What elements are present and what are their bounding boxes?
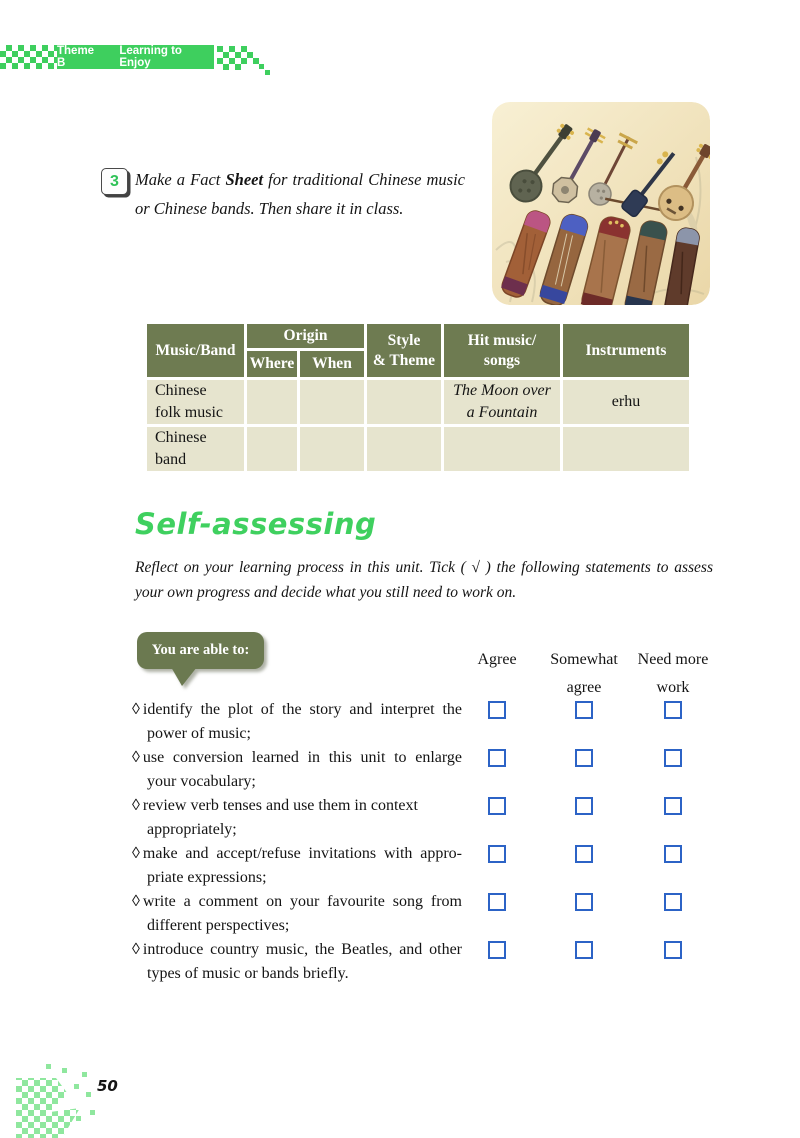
cell-when-empty: [300, 427, 364, 471]
checkbox-agree-2[interactable]: [488, 749, 506, 767]
statement-text: [132, 842, 462, 890]
diamond-bullet: ◊: [132, 749, 140, 766]
band-line1: Chinese: [155, 382, 207, 399]
bubble-label: You are able to:: [151, 642, 250, 658]
statement-row: [132, 746, 718, 794]
theme-banner: [57, 45, 214, 69]
statement-row: [132, 794, 718, 842]
checkbox-somewhat-2[interactable]: [575, 749, 593, 767]
cell-instruments-empty: [563, 427, 689, 471]
cell-style-empty: [367, 427, 441, 471]
table-row: [147, 427, 689, 471]
instruments-illustration: [492, 102, 710, 305]
activity-number: 3: [110, 172, 119, 190]
diamond-bullet: ◊: [132, 893, 140, 910]
header-checker-pattern-right: [216, 45, 272, 79]
column-header-somewhat-agree: Somewhat agree: [550, 651, 618, 696]
statement-text: [132, 938, 462, 986]
self-assessing-intro: Reflect on your learning process in this unit. Tick ( √ ) the following statements to assess your own progress and decide what you still need to work on.: [135, 559, 713, 601]
style-line1: Style: [387, 331, 421, 349]
statement-line2: appropriately;: [147, 821, 237, 838]
statement-row: [132, 938, 718, 986]
checkbox-needmore-6[interactable]: [664, 941, 682, 959]
checkbox-somewhat-5[interactable]: [575, 893, 593, 911]
checkbox-somewhat-6[interactable]: [575, 941, 593, 959]
activity-instruction: [135, 165, 465, 223]
cell-when-empty: [300, 380, 364, 424]
cell-instruments: erhu: [563, 380, 689, 424]
checkbox-agree-3[interactable]: [488, 797, 506, 815]
assessment-column-headers: [132, 646, 710, 702]
theme-label: Theme B: [57, 45, 95, 69]
statement-line1: introduce country music, the Beatles, and other: [142, 941, 462, 958]
statement-text: [132, 890, 462, 938]
checkbox-needmore-1[interactable]: [664, 701, 682, 719]
statement-line1: identify the plot of the story and interpret the: [142, 701, 462, 718]
checkbox-somewhat-1[interactable]: [575, 701, 593, 719]
col-header-hit-music: [444, 324, 560, 377]
cell-where-empty: [247, 427, 297, 471]
activity-text-pre: Make a Fact: [135, 170, 226, 189]
activity-text-bold: Sheet: [225, 170, 264, 189]
section-title-self-assessing: Self-assessing: [135, 507, 377, 541]
checkbox-needmore-3[interactable]: [664, 797, 682, 815]
statement-line2: different perspectives;: [147, 917, 290, 934]
column-header-agree: Agree: [477, 651, 517, 668]
diamond-bullet: ◊: [132, 941, 140, 958]
statement-row: [132, 890, 718, 938]
col-header-music-band: Music/Band: [147, 324, 244, 377]
col-header-when: When: [300, 351, 364, 377]
statement-line1: use conversion learned in this unit to enlarge: [142, 749, 462, 766]
hit-line1: Hit music/: [467, 331, 537, 349]
statement-line1: review verb tenses and use them in context: [142, 797, 418, 814]
column-header-need-more-work: Need more work: [637, 651, 709, 696]
style-line2: & Theme: [372, 351, 436, 369]
cell-where-empty: [247, 380, 297, 424]
col-header-origin: Origin: [247, 324, 364, 348]
activity-text-post: for traditional Chinese music or Chinese bands. Then share it in class.: [135, 170, 465, 218]
statement-text: [132, 698, 462, 746]
diamond-bullet: ◊: [132, 797, 140, 814]
theme-title: Learning to Enjoy: [119, 45, 182, 69]
table-row: [147, 380, 689, 424]
band-line2: band: [155, 451, 187, 468]
statement-line1: write a comment on your favourite song from: [142, 893, 462, 910]
activity-number-badge: [101, 168, 128, 195]
col-header-style-theme: [367, 324, 441, 377]
footer-checker-pattern: [16, 1062, 120, 1138]
cell-music-band: [147, 427, 244, 471]
checkbox-agree-6[interactable]: [488, 941, 506, 959]
statement-line2: power of music;: [147, 725, 251, 742]
hit-line2: songs: [483, 351, 521, 369]
statement-row: [132, 842, 718, 890]
cell-hit-music: [444, 380, 560, 424]
col-header-where: Where: [247, 351, 297, 377]
band-line2: folk music: [155, 404, 223, 421]
cell-hit-music-empty: [444, 427, 560, 471]
checkbox-somewhat-4[interactable]: [575, 845, 593, 863]
cell-music-band: [147, 380, 244, 424]
checkbox-agree-5[interactable]: [488, 893, 506, 911]
statement-line1: make and accept/refuse invitations with appro-: [142, 845, 462, 862]
diamond-bullet: ◊: [132, 701, 140, 718]
checkbox-agree-4[interactable]: [488, 845, 506, 863]
page-number: 50: [97, 1077, 118, 1095]
statement-text: [132, 746, 462, 794]
statement-line2: priate expressions;: [147, 869, 267, 886]
checkbox-needmore-2[interactable]: [664, 749, 682, 767]
statement-line2: types of music or bands briefly.: [147, 965, 349, 982]
band-line1: Chinese: [155, 429, 207, 446]
statement-line2: your vocabulary;: [147, 773, 256, 790]
checkbox-somewhat-3[interactable]: [575, 797, 593, 815]
diamond-bullet: ◊: [132, 845, 140, 862]
statement-row: [132, 698, 718, 746]
checkbox-needmore-4[interactable]: [664, 845, 682, 863]
cell-style-empty: [367, 380, 441, 424]
hit-song-line1: The Moon over: [453, 382, 551, 399]
header-checker-pattern-left: [0, 45, 57, 69]
col-header-instruments: Instruments: [563, 324, 689, 377]
hit-song-line2: a Fountain: [466, 404, 538, 421]
checkbox-agree-1[interactable]: [488, 701, 506, 719]
statement-text: [132, 794, 462, 842]
fact-sheet-table: [144, 321, 692, 474]
checkbox-needmore-5[interactable]: [664, 893, 682, 911]
